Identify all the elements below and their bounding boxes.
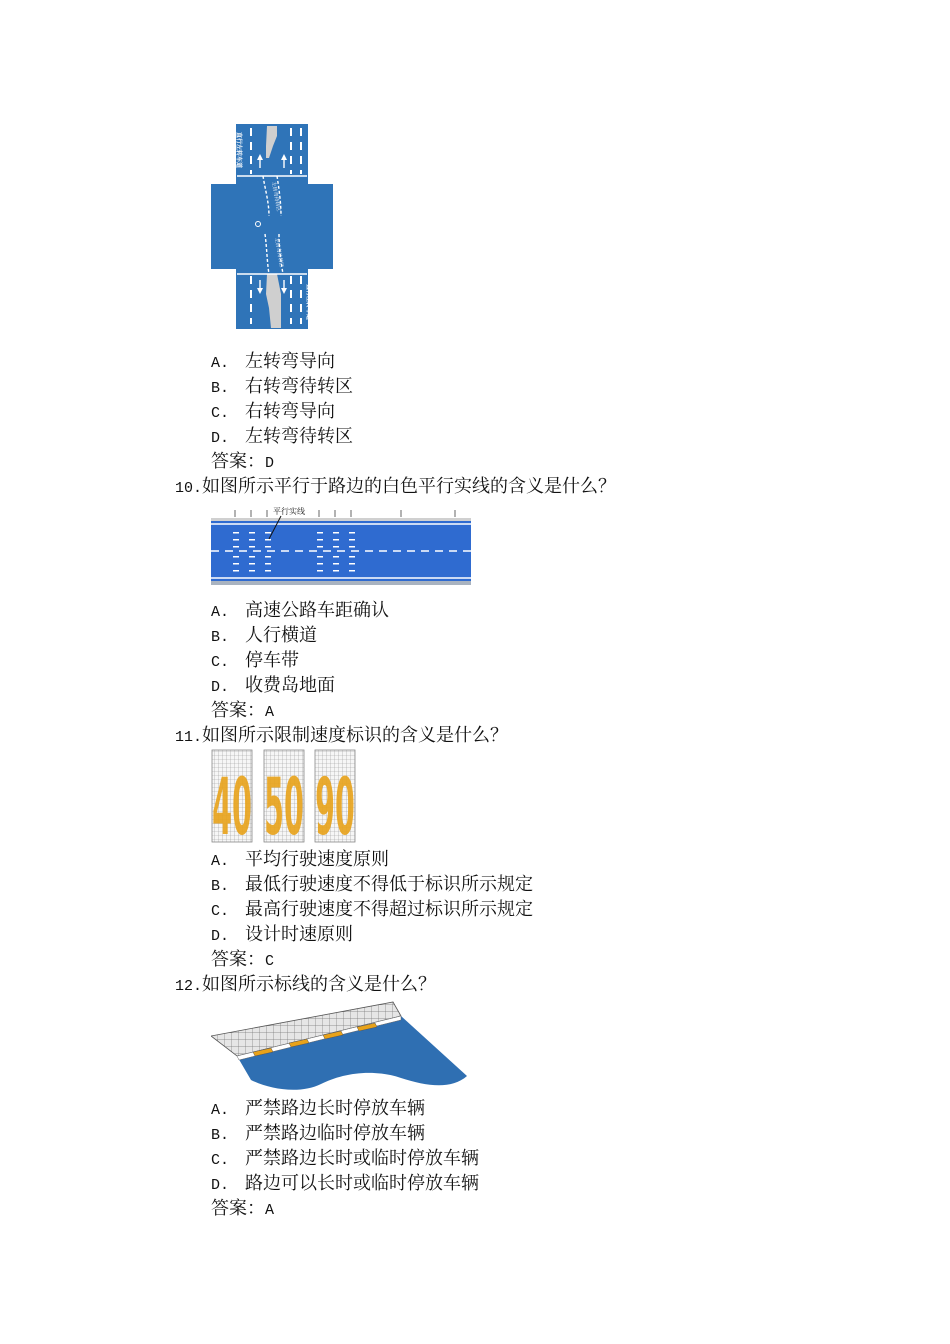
q12-answer — [211, 1198, 274, 1222]
q9-option-a — [211, 351, 335, 375]
option-text: 路边可以长时或临时停放车辆 — [245, 1173, 479, 1194]
option-letter: D. — [211, 679, 230, 696]
option-letter: D. — [211, 1177, 230, 1194]
option-letter: B. — [211, 629, 230, 646]
question-text: 如图所示标线的含义是什么？ — [202, 974, 437, 995]
question-text: 如图所示平行于路边的白色平行实线的含义是什么？ — [202, 476, 617, 497]
option-text: 右转弯待转区 — [245, 376, 353, 397]
question-text: 如图所示限制速度标识的含义是什么？ — [202, 725, 509, 746]
speed-90: 90 — [315, 760, 355, 844]
q11-option-b — [211, 874, 533, 898]
option-letter: C. — [211, 405, 230, 422]
option-text: 严禁路边长时停放车辆 — [245, 1098, 425, 1119]
option-letter: C. — [211, 903, 230, 920]
q10-option-c — [211, 650, 299, 674]
option-text: 停车带 — [245, 650, 299, 671]
answer-label: 答案： — [211, 451, 265, 472]
answer-value: C — [265, 953, 275, 970]
q11-question — [175, 725, 508, 749]
option-text: 最低行驶速度不得低于标识所示规定 — [245, 874, 533, 895]
option-letter: B. — [211, 380, 230, 397]
option-text: 右转弯导向 — [245, 401, 335, 422]
q9-answer — [211, 451, 274, 475]
q11-option-d — [211, 924, 353, 948]
q9-option-d — [211, 426, 353, 450]
q9-lane-label-left: 直行左转车道 — [235, 132, 242, 169]
option-letter: C. — [211, 1152, 230, 1169]
option-letter: C. — [211, 654, 230, 671]
option-letter: D. — [211, 430, 230, 447]
option-text: 平均行驶速度原则 — [245, 849, 389, 870]
answer-value: D — [265, 455, 275, 472]
option-text: 严禁路边长时或临时停放车辆 — [245, 1148, 479, 1169]
option-letter: B. — [211, 878, 230, 895]
answer-value: A — [265, 1202, 275, 1219]
q9-zone-label-bottom: 左转弯待转区 — [273, 237, 285, 268]
answer-label: 答案： — [211, 1198, 265, 1219]
speed-50: 50 — [264, 760, 304, 844]
option-text: 设计时速原则 — [245, 924, 353, 945]
option-letter: B. — [211, 1127, 230, 1144]
question-number: 11. — [175, 729, 203, 746]
q9-intersection-figure — [211, 124, 333, 329]
q11-answer — [211, 949, 274, 973]
option-text: 左转弯导向 — [245, 351, 335, 372]
q10-parallel-line-figure — [211, 505, 471, 585]
q12-option-a — [211, 1098, 425, 1122]
q11-option-a — [211, 849, 389, 873]
question-number: 10. — [175, 480, 203, 497]
q10-option-a — [211, 600, 389, 624]
option-letter: A. — [211, 1102, 230, 1119]
answer-label: 答案： — [211, 700, 265, 721]
option-letter: D. — [211, 928, 230, 945]
answer-value: A — [265, 704, 275, 721]
q11-option-c — [211, 899, 533, 923]
option-text: 收费岛地面 — [245, 675, 335, 696]
q12-option-b — [211, 1123, 425, 1147]
option-letter: A. — [211, 853, 230, 870]
q10-option-b — [211, 625, 317, 649]
q9-lane-label-right: 直行左转车道 — [305, 284, 312, 321]
option-letter: A. — [211, 604, 230, 621]
q12-option-c — [211, 1148, 479, 1172]
option-text: 左转弯待转区 — [245, 426, 353, 447]
option-text: 人行横道 — [245, 625, 317, 646]
option-text: 严禁路边临时停放车辆 — [245, 1123, 425, 1144]
q10-question — [175, 476, 616, 500]
q12-option-d — [211, 1173, 479, 1197]
q10-figure-label: 平行实线 — [273, 507, 305, 516]
q12-curb-marking-figure — [211, 998, 469, 1096]
question-number: 12. — [175, 978, 203, 995]
q9-option-b — [211, 376, 353, 400]
q10-answer — [211, 700, 274, 724]
speed-40: 40 — [212, 760, 252, 844]
q12-question — [175, 974, 436, 998]
q11-speed-marking-figure — [211, 748, 357, 844]
answer-label: 答案： — [211, 949, 265, 970]
q9-zone-label-top: 左转弯待转区 — [270, 181, 282, 212]
option-text: 高速公路车距确认 — [245, 600, 389, 621]
option-letter: A. — [211, 355, 230, 372]
q10-option-d — [211, 675, 335, 699]
q9-option-c — [211, 401, 335, 425]
option-text: 最高行驶速度不得超过标识所示规定 — [245, 899, 533, 920]
